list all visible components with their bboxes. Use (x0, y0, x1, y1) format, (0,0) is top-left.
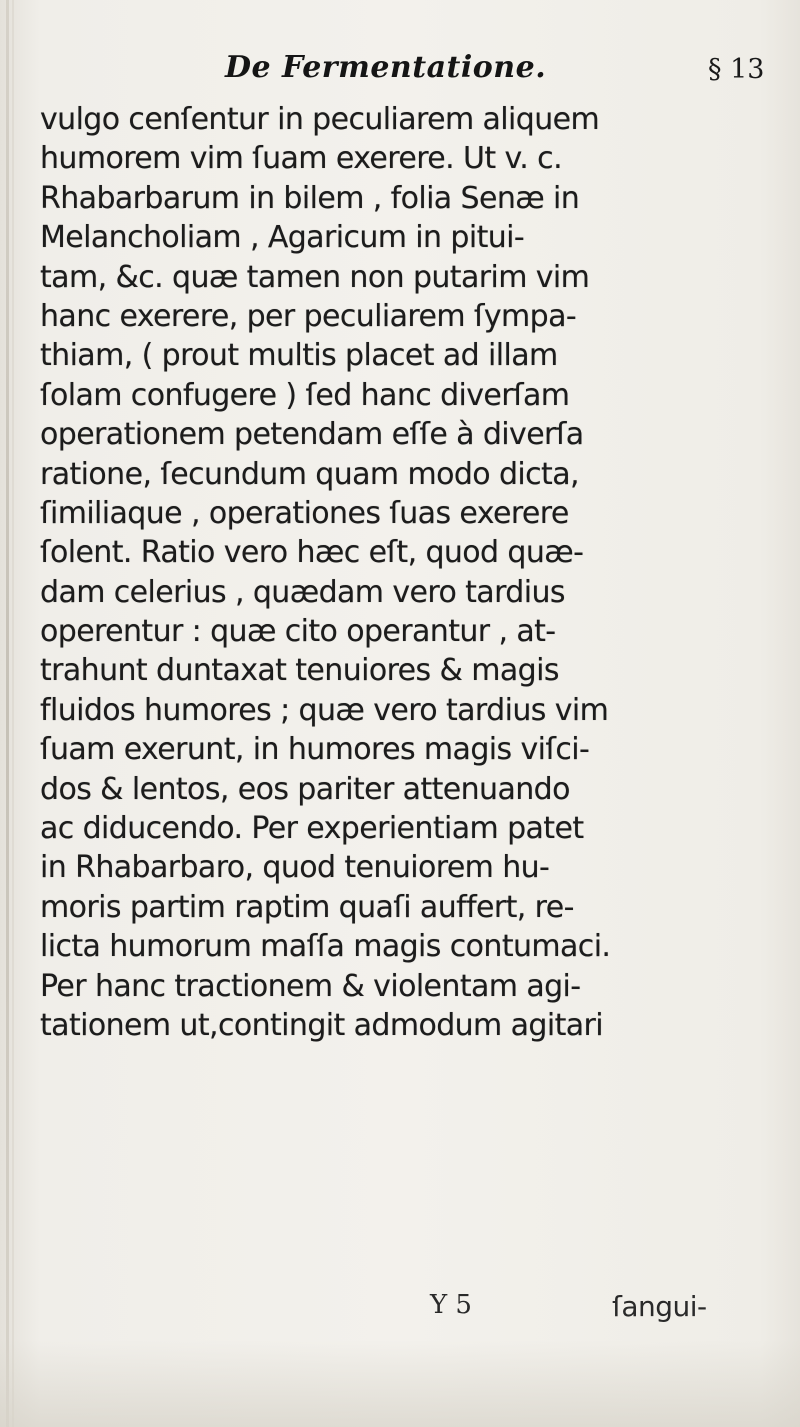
page-shadow (0, 1340, 800, 1427)
text-line: ſolent. Ratio vero hæc eſt, quod quæ- (40, 535, 584, 571)
text-line: ſimiliaque , operationes ſuas exerere (40, 495, 569, 531)
catchword: ſangui- (612, 1290, 707, 1323)
text-line: fluidos humores ; quæ vero tardius vim (40, 692, 609, 728)
text-line: moris partim raptim quaſi auffert, re- (40, 889, 574, 925)
text-line: licta humorum maſſa magis contumaci. (40, 929, 611, 965)
text-line: in Rhabarbaro, quod tenuiorem hu- (40, 850, 550, 886)
text-line: thiam, ( prout multis placet ad illam (40, 338, 558, 374)
signature-mark: Y 5 (430, 1290, 472, 1320)
page-header (0, 48, 800, 98)
text-line: ratione, ſecundum quam modo dicta, (40, 456, 579, 492)
text-line: dam celerius , quædam vero tardius (40, 574, 565, 610)
text-line: ſolam confugere ) ſed hanc diverſam (40, 377, 570, 413)
text-line: Per hanc tractionem & violentam agi- (40, 968, 581, 1004)
text-line: vulgo cenſentur in peculiarem aliquem (40, 102, 600, 137)
page-number: § 13 (708, 54, 765, 85)
text-line: hanc exerere, per peculiarem ſympa- (40, 298, 577, 334)
text-line: ſuam exerunt, in humores magis viſci- (40, 732, 590, 768)
binding-edge-inner (12, 0, 14, 1427)
body-text (40, 100, 788, 1045)
text-line: trahunt duntaxat tenuiores & magis (40, 653, 559, 689)
text-line: ac diducendo. Per experientiam patet (40, 811, 584, 847)
text-line: operationem petendam eſſe à diverſa (40, 417, 584, 453)
text-line: operentur : quæ cito operantur , at- (40, 614, 556, 650)
text-line: Rhabarbarum in bilem , folia Senæ in (40, 180, 580, 216)
text-line: tationem ut,contingit admodum agitari (40, 1007, 603, 1043)
text-line: humorem vim ſuam exerere. Ut v. c. (40, 141, 563, 177)
running-head: De Fermentatione. (225, 50, 547, 85)
text-line: tam, &c. quæ tamen non putarim vim (40, 259, 590, 295)
page-footer (0, 1290, 800, 1330)
binding-edge (6, 0, 9, 1427)
text-line: Melancholiam , Agaricum in pitui- (40, 220, 525, 256)
text-line: dos & lentos, eos pariter attenuando (40, 771, 570, 807)
